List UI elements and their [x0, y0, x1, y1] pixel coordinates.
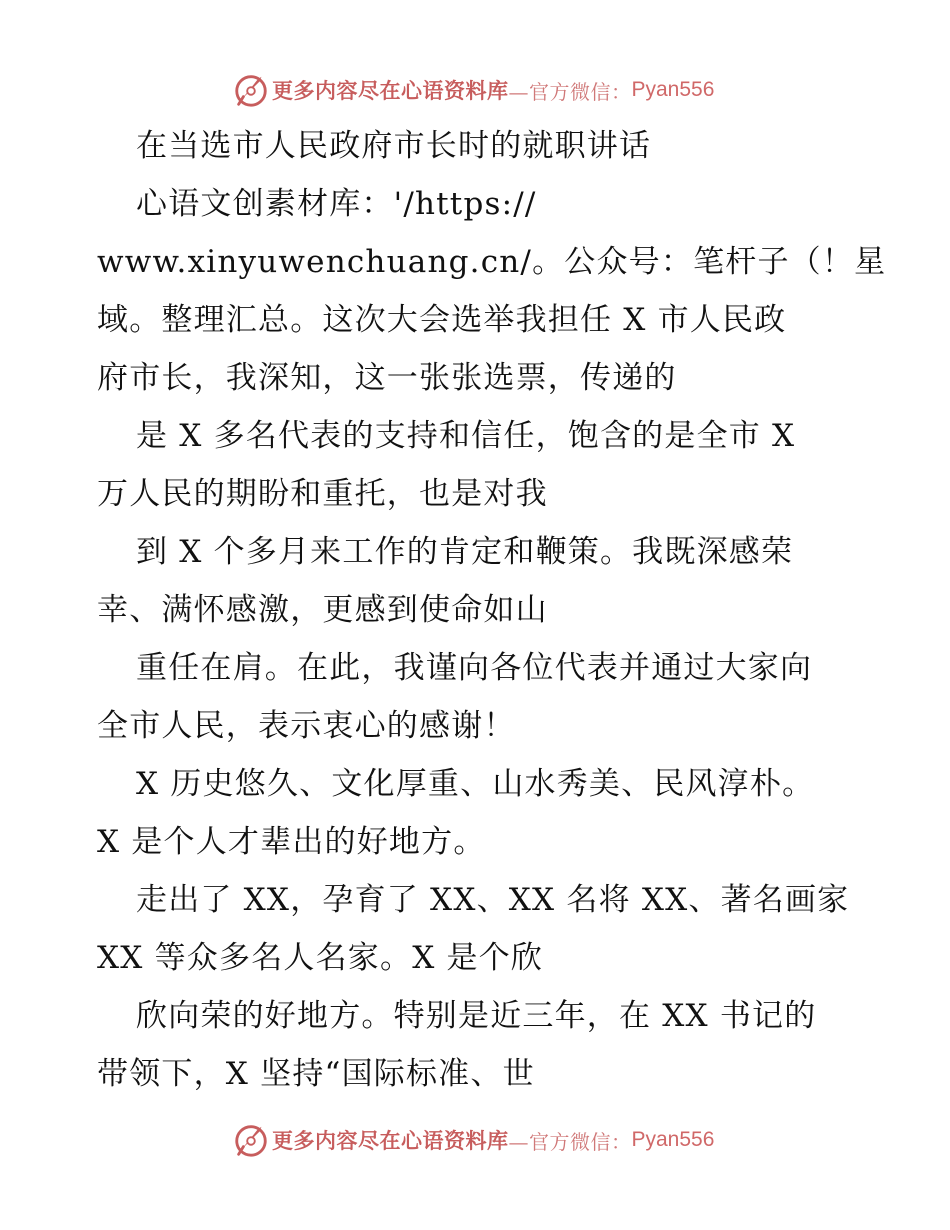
watermark-wechat-id: Pyan556 — [631, 1128, 715, 1151]
document-line: 幸、满怀感激，更感到使命如山 — [97, 592, 548, 628]
document-line: 欣向荣的好地方。特别是近三年，在 XX 书记的 — [136, 998, 817, 1034]
quill-circle-icon — [232, 1121, 270, 1159]
watermark-main-text: 更多内容尽在心语资料库 — [272, 78, 509, 103]
document-line: 心语文创素材库：'/https:// — [136, 186, 537, 222]
document-line: 万人民的期盼和重托，也是对我 — [97, 476, 548, 512]
document-line: 带领下，X 坚持“国际标准、世 — [97, 1056, 535, 1092]
watermark-main-text: 更多内容尽在心语资料库 — [272, 1128, 509, 1153]
document-title: 在当选市人民政府市长时的就职讲话 — [136, 128, 652, 164]
document-line: 走出了 XX，孕育了 XX、XX 名将 XX、著名画家 — [136, 882, 850, 918]
header-watermark — [232, 70, 714, 110]
document-line: www.xinyuwenchuang.cn/。公众号：笔杆子（！星 — [97, 244, 887, 280]
document-line: XX 等众多名人名家。X 是个欣 — [97, 940, 544, 976]
document-line: 到 X 个多月来工作的肯定和鞭策。我既深感荣 — [136, 534, 794, 570]
document-line: 府市长，我深知，这一张张选票，传递的 — [97, 360, 677, 396]
watermark-wechat-id: Pyan556 — [631, 78, 715, 101]
watermark-sub-text: —官方微信： — [508, 1129, 632, 1154]
watermark-sub-text: —官方微信： — [508, 79, 632, 104]
document-line: X 历史悠久、文化厚重、山水秀美、民风淳朴。 — [136, 766, 815, 802]
document-line: 全市人民，表示衷心的感谢！ — [97, 708, 516, 744]
document-line: 是 X 多名代表的支持和信任，饱含的是全市 X — [136, 418, 796, 454]
document-line: 重任在肩。在此，我谨向各位代表并通过大家向 — [136, 650, 813, 686]
quill-circle-icon — [232, 71, 270, 109]
document-line: 域。整理汇总。这次大会选举我担任 X 市人民政 — [97, 302, 787, 338]
footer-watermark — [232, 1120, 714, 1160]
document-line: X 是个人才辈出的好地方。 — [97, 824, 486, 860]
